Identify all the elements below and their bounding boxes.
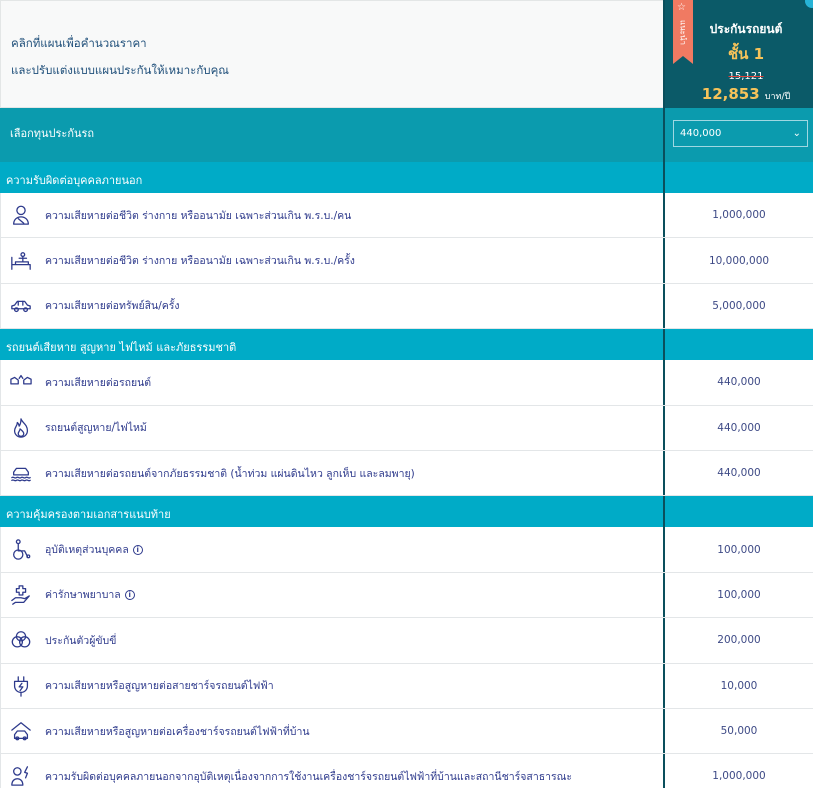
coverage-label: ค่ารักษาพยาบาล i xyxy=(45,586,135,603)
section-plan-cell xyxy=(663,162,813,193)
coverage-value: 10,000 xyxy=(663,664,813,708)
coins-icon xyxy=(9,628,37,652)
home-charger-icon xyxy=(9,719,37,743)
coverage-label-cell xyxy=(0,709,663,753)
coverage-value: 50,000 xyxy=(663,709,813,753)
coverage-label: ประกันตัวผู้ขับขี่ xyxy=(45,634,117,647)
section-title: รถยนต์เสียหาย สูญหาย ไฟไหม้ และภัยธรรมชาติ xyxy=(6,341,237,355)
coverage-value: 100,000 xyxy=(663,527,813,571)
coverage-label-cell xyxy=(0,238,663,282)
sum-insured-row xyxy=(0,108,813,162)
coverage-label-cell xyxy=(0,451,663,495)
person-injury-icon xyxy=(9,203,37,227)
sum-insured-select[interactable] xyxy=(673,120,808,147)
info-icon[interactable]: i xyxy=(125,590,135,600)
intro-line-2: และปรับแต่งแบบแผนประกันให้เหมาะกับคุณ xyxy=(11,63,229,77)
star-icon: ☆ xyxy=(677,2,686,13)
coverage-row xyxy=(0,573,813,618)
coverage-value: 10,000,000 xyxy=(663,238,813,282)
coverage-row xyxy=(0,193,813,238)
intro-line-1: คลิกที่แผนเพื่อคำนวณราคา xyxy=(11,36,147,50)
coverage-label-cell xyxy=(0,406,663,450)
ev-plug-icon xyxy=(9,674,37,698)
coverage-row xyxy=(0,664,813,709)
plan-card[interactable] xyxy=(663,0,813,108)
coverage-sections xyxy=(0,162,813,788)
coverage-value: 200,000 xyxy=(663,618,813,662)
intro-panel xyxy=(0,0,663,108)
coverage-row xyxy=(0,451,813,496)
plan-name: ประกันรถยนต์ xyxy=(709,22,783,36)
coverage-label: ความเสียหายหรือสูญหายต่อเครื่องชาร์จรถยนต์ไฟฟ้าที่บ้าน xyxy=(45,725,310,738)
coverage-value: 440,000 xyxy=(663,360,813,404)
wheelchair-icon xyxy=(9,538,37,562)
coverage-label: ความรับผิดต่อบุคคลภายนอกจากอุบัติเหตุเนื่องจากการใช้งานเครื่องชาร์จรถยนต์ไฟฟ้าที่บ้านและสถานีชาร์จสาธารณะ xyxy=(45,770,573,783)
coverage-value: 5,000,000 xyxy=(663,284,813,328)
coverage-label: ความเสียหายต่อทรัพย์สิน/ครั้ง xyxy=(45,300,180,313)
coverage-label: ความเสียหายต่อชีวิต ร่างกาย หรืออนามัย เฉพาะส่วนเกิน พ.ร.บ./ครั้ง xyxy=(45,255,355,268)
section-header xyxy=(0,496,813,527)
coverage-label: ความเสียหายหรือสูญหายต่อสายชาร์จรถยนต์ไฟฟ้า xyxy=(45,680,274,693)
coverage-value: 100,000 xyxy=(663,573,813,617)
coverage-label-cell xyxy=(0,754,663,788)
coverage-row xyxy=(0,754,813,788)
coverage-label-cell xyxy=(0,527,663,571)
sum-insured-value: 440,000 xyxy=(680,128,722,139)
section-header xyxy=(0,329,813,360)
charger-person-icon xyxy=(9,764,37,788)
coverage-row xyxy=(0,406,813,451)
coverage-label: ความเสียหายต่อรถยนต์จากภัยธรรมชาติ (น้ำท่วม แผ่นดินไหว ลูกเห็บ และลมพายุ) xyxy=(45,467,415,480)
car-icon xyxy=(9,294,37,318)
table-header xyxy=(0,0,813,108)
section-plan-cell xyxy=(663,329,813,360)
coverage-label: รถยนต์สูญหาย/ไฟไหม้ xyxy=(45,422,147,435)
hospital-bed-icon xyxy=(9,249,37,273)
chevron-down-icon: ⌄ xyxy=(792,128,801,139)
coverage-row xyxy=(0,527,813,572)
coverage-label: อุบัติเหตุส่วนบุคคล i xyxy=(45,541,143,558)
coverage-row xyxy=(0,709,813,754)
price-amount: 12,853 xyxy=(701,85,760,103)
coverage-row xyxy=(0,284,813,329)
coverage-value: 1,000,000 xyxy=(663,193,813,237)
ribbon-label: แนะนำ xyxy=(678,20,688,45)
sum-insured-label: เลือกทุนประกันรถ xyxy=(10,127,95,140)
info-icon[interactable]: i xyxy=(133,545,143,555)
sum-insured-cell xyxy=(663,108,813,162)
car-crash-icon xyxy=(9,370,37,394)
car-flood-icon xyxy=(9,461,37,485)
coverage-label-cell xyxy=(0,193,663,237)
section-plan-cell xyxy=(663,496,813,527)
coverage-row xyxy=(0,618,813,663)
original-price: 15,121 xyxy=(728,71,764,82)
section-title: ความรับผิดต่อบุคคลภายนอก xyxy=(6,174,143,187)
coverage-label-cell xyxy=(0,360,663,404)
coverage-value: 440,000 xyxy=(663,406,813,450)
coverage-label-cell xyxy=(0,573,663,617)
coverage-value: 1,000,000 xyxy=(663,754,813,788)
price-unit: บาท/ปี xyxy=(764,92,791,102)
coverage-label-cell xyxy=(0,618,663,662)
coverage-label-cell xyxy=(0,284,663,328)
coverage-row xyxy=(0,360,813,405)
recommended-ribbon xyxy=(673,0,693,56)
medical-hand-icon xyxy=(9,583,37,607)
coverage-value: 440,000 xyxy=(663,451,813,495)
fire-icon xyxy=(9,416,37,440)
coverage-row xyxy=(0,238,813,283)
section-title: ความคุ้มครองตามเอกสารแนบท้าย xyxy=(6,508,171,522)
plan-class: ชั้น 1 xyxy=(727,45,765,63)
coverage-label-cell xyxy=(0,664,663,708)
coverage-label: ความเสียหายต่อรถยนต์ xyxy=(45,376,152,389)
coverage-label: ความเสียหายต่อชีวิต ร่างกาย หรืออนามัย เฉพาะส่วนเกิน พ.ร.บ./คน xyxy=(45,209,352,222)
selection-badge-icon xyxy=(805,0,813,8)
section-header xyxy=(0,162,813,193)
plan-price xyxy=(665,84,813,103)
